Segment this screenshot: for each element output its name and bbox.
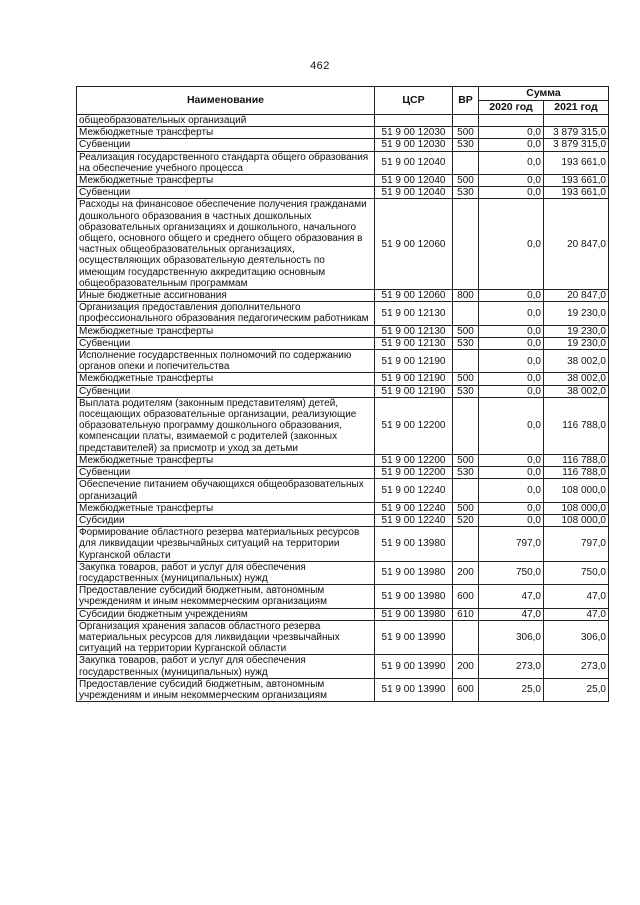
table-row <box>77 514 609 526</box>
cell-vr <box>453 115 479 127</box>
cell-csr: 51 9 00 13980 <box>375 527 453 562</box>
cell-2021: 273,0 <box>544 655 609 678</box>
header-csr: ЦСР <box>375 87 453 115</box>
cell-csr: 51 9 00 12030 <box>375 127 453 139</box>
cell-2020: 0,0 <box>479 502 544 514</box>
cell-name: Формирование областного резерва материальных ресурсов для ликвидации чрезвычайных ситуаций на территории Курганской области <box>77 527 375 562</box>
cell-2021: 116 788,0 <box>544 467 609 479</box>
table-row <box>77 561 609 584</box>
cell-2021: 47,0 <box>544 585 609 608</box>
cell-name: Межбюджетные трансферты <box>77 127 375 139</box>
cell-2021: 116 788,0 <box>544 454 609 466</box>
cell-name: Закупка товаров, работ и услуг для обеспечения государственных (муниципальных) нужд <box>77 561 375 584</box>
cell-2021: 108 000,0 <box>544 479 609 502</box>
cell-2020: 0,0 <box>479 290 544 302</box>
cell-vr: 500 <box>453 175 479 187</box>
page-number: 462 <box>310 60 330 72</box>
cell-2020: 0,0 <box>479 373 544 385</box>
cell-vr: 500 <box>453 325 479 337</box>
cell-2021: 19 230,0 <box>544 302 609 325</box>
cell-name: Субвенции <box>77 337 375 349</box>
cell-name: Субвенции <box>77 139 375 151</box>
cell-2021: 3 879 315,0 <box>544 139 609 151</box>
cell-2021: 3 879 315,0 <box>544 127 609 139</box>
cell-vr: 600 <box>453 585 479 608</box>
cell-2021: 20 847,0 <box>544 199 609 290</box>
cell-csr: 51 9 00 12130 <box>375 302 453 325</box>
cell-name: Субвенции <box>77 385 375 397</box>
cell-2021: 19 230,0 <box>544 325 609 337</box>
cell-vr: 500 <box>453 454 479 466</box>
table-row <box>77 479 609 502</box>
cell-csr: 51 9 00 12040 <box>375 151 453 174</box>
cell-2021: 193 661,0 <box>544 175 609 187</box>
cell-vr: 530 <box>453 139 479 151</box>
cell-2021: 193 661,0 <box>544 151 609 174</box>
cell-2021: 193 661,0 <box>544 187 609 199</box>
cell-name: Субсидии бюджетным учреждениям <box>77 608 375 620</box>
cell-vr <box>453 527 479 562</box>
table-row <box>77 199 609 290</box>
cell-name: Выплата родителям (законным представителям) детей, посещающих образовательные организации, реализующие образовательную программу дошкольного образования, компенсации платы, взимаемой с родителей (законных представителей) за присмотр и уход за детьми <box>77 397 375 454</box>
cell-2020: 797,0 <box>479 527 544 562</box>
cell-name: Межбюджетные трансферты <box>77 373 375 385</box>
cell-2020: 25,0 <box>479 678 544 701</box>
cell-csr: 51 9 00 13980 <box>375 608 453 620</box>
cell-2020: 0,0 <box>479 467 544 479</box>
cell-2020: 0,0 <box>479 127 544 139</box>
cell-csr: 51 9 00 12190 <box>375 373 453 385</box>
cell-2021: 38 002,0 <box>544 373 609 385</box>
cell-2020: 750,0 <box>479 561 544 584</box>
cell-2020: 0,0 <box>479 385 544 397</box>
table-row <box>77 325 609 337</box>
cell-2021: 750,0 <box>544 561 609 584</box>
cell-2021: 25,0 <box>544 678 609 701</box>
cell-2021: 797,0 <box>544 527 609 562</box>
cell-csr: 51 9 00 12200 <box>375 397 453 454</box>
cell-csr: 51 9 00 12190 <box>375 385 453 397</box>
cell-vr: 530 <box>453 187 479 199</box>
table-row <box>77 502 609 514</box>
table-row <box>77 397 609 454</box>
cell-csr: 51 9 00 12060 <box>375 290 453 302</box>
cell-vr <box>453 199 479 290</box>
cell-csr: 51 9 00 13990 <box>375 620 453 655</box>
cell-name: Межбюджетные трансферты <box>77 325 375 337</box>
cell-csr: 51 9 00 12200 <box>375 467 453 479</box>
cell-vr: 500 <box>453 373 479 385</box>
cell-vr: 530 <box>453 385 479 397</box>
cell-vr <box>453 151 479 174</box>
table-row <box>77 151 609 174</box>
cell-2021 <box>544 115 609 127</box>
table-row <box>77 608 609 620</box>
cell-2021: 19 230,0 <box>544 337 609 349</box>
cell-name: Межбюджетные трансферты <box>77 454 375 466</box>
cell-vr <box>453 397 479 454</box>
table-row <box>77 302 609 325</box>
cell-2020: 0,0 <box>479 514 544 526</box>
cell-2021: 38 002,0 <box>544 350 609 373</box>
table-row <box>77 175 609 187</box>
cell-2021: 108 000,0 <box>544 514 609 526</box>
table-row <box>77 620 609 655</box>
cell-2020: 0,0 <box>479 199 544 290</box>
cell-2020: 0,0 <box>479 325 544 337</box>
cell-2020: 0,0 <box>479 187 544 199</box>
cell-name: Организация хранения запасов областного резерва материальных ресурсов для ликвидации чрезвычайных ситуаций на территории Курганской области <box>77 620 375 655</box>
header-sum: Сумма <box>479 87 609 101</box>
cell-name: Межбюджетные трансферты <box>77 175 375 187</box>
cell-name: Предоставление субсидий бюджетным, автономным учреждениям и иным некоммерческим организациям <box>77 678 375 701</box>
cell-2020: 0,0 <box>479 302 544 325</box>
cell-csr <box>375 115 453 127</box>
cell-name: Межбюджетные трансферты <box>77 502 375 514</box>
table-row <box>77 187 609 199</box>
cell-2020: 0,0 <box>479 454 544 466</box>
cell-csr: 51 9 00 12240 <box>375 502 453 514</box>
cell-name: Реализация государственного стандарта общего образования на обеспечение учебного процесса <box>77 151 375 174</box>
header-year-2020: 2020 год <box>479 101 544 115</box>
cell-vr: 500 <box>453 127 479 139</box>
cell-2020: 0,0 <box>479 397 544 454</box>
cell-vr <box>453 302 479 325</box>
cell-2021: 306,0 <box>544 620 609 655</box>
budget-table <box>76 86 609 702</box>
cell-csr: 51 9 00 13980 <box>375 585 453 608</box>
table-row <box>77 115 609 127</box>
cell-name: Субсидии <box>77 514 375 526</box>
table-row <box>77 350 609 373</box>
cell-2021: 20 847,0 <box>544 290 609 302</box>
cell-name: Предоставление субсидий бюджетным, автономным учреждениям и иным некоммерческим организациям <box>77 585 375 608</box>
cell-2020: 0,0 <box>479 337 544 349</box>
cell-vr: 200 <box>453 655 479 678</box>
cell-2020: 0,0 <box>479 175 544 187</box>
cell-2020: 0,0 <box>479 479 544 502</box>
cell-vr <box>453 350 479 373</box>
cell-csr: 51 9 00 12130 <box>375 325 453 337</box>
cell-csr: 51 9 00 12200 <box>375 454 453 466</box>
cell-2020: 47,0 <box>479 608 544 620</box>
cell-vr <box>453 620 479 655</box>
cell-csr: 51 9 00 12040 <box>375 187 453 199</box>
table-row <box>77 290 609 302</box>
cell-vr: 530 <box>453 467 479 479</box>
cell-2020 <box>479 115 544 127</box>
cell-csr: 51 9 00 12240 <box>375 514 453 526</box>
cell-vr: 610 <box>453 608 479 620</box>
cell-2021: 116 788,0 <box>544 397 609 454</box>
header-name: Наименование <box>77 87 375 115</box>
cell-2020: 0,0 <box>479 139 544 151</box>
cell-name: общеобразовательных организаций <box>77 115 375 127</box>
table-row <box>77 678 609 701</box>
cell-2020: 0,0 <box>479 151 544 174</box>
table-row <box>77 585 609 608</box>
cell-csr: 51 9 00 13980 <box>375 561 453 584</box>
cell-name: Субвенции <box>77 187 375 199</box>
table-row <box>77 139 609 151</box>
cell-csr: 51 9 00 13990 <box>375 655 453 678</box>
cell-2021: 47,0 <box>544 608 609 620</box>
cell-vr: 530 <box>453 337 479 349</box>
table-row <box>77 385 609 397</box>
cell-2021: 38 002,0 <box>544 385 609 397</box>
cell-vr: 520 <box>453 514 479 526</box>
table-body <box>77 115 609 702</box>
cell-2020: 47,0 <box>479 585 544 608</box>
header-vr: ВР <box>453 87 479 115</box>
cell-csr: 51 9 00 12030 <box>375 139 453 151</box>
cell-2020: 306,0 <box>479 620 544 655</box>
cell-name: Иные бюджетные ассигнования <box>77 290 375 302</box>
cell-csr: 51 9 00 13990 <box>375 678 453 701</box>
table-row <box>77 454 609 466</box>
cell-csr: 51 9 00 12060 <box>375 199 453 290</box>
cell-name: Организация предоставления дополнительного профессионального образования педагогическим работникам <box>77 302 375 325</box>
cell-name: Закупка товаров, работ и услуг для обеспечения государственных (муниципальных) нужд <box>77 655 375 678</box>
cell-vr: 200 <box>453 561 479 584</box>
cell-2020: 273,0 <box>479 655 544 678</box>
header-year-2021: 2021 год <box>544 101 609 115</box>
cell-csr: 51 9 00 12130 <box>375 337 453 349</box>
cell-csr: 51 9 00 12040 <box>375 175 453 187</box>
cell-2020: 0,0 <box>479 350 544 373</box>
cell-vr <box>453 479 479 502</box>
cell-vr: 600 <box>453 678 479 701</box>
table-row <box>77 127 609 139</box>
table-row <box>77 655 609 678</box>
table-row <box>77 467 609 479</box>
cell-vr: 500 <box>453 502 479 514</box>
cell-vr: 800 <box>453 290 479 302</box>
cell-2021: 108 000,0 <box>544 502 609 514</box>
cell-csr: 51 9 00 12240 <box>375 479 453 502</box>
cell-name: Обеспечение питанием обучающихся общеобразовательных организаций <box>77 479 375 502</box>
cell-name: Исполнение государственных полномочий по содержанию органов опеки и попечительства <box>77 350 375 373</box>
table-row <box>77 527 609 562</box>
table-row <box>77 337 609 349</box>
cell-csr: 51 9 00 12190 <box>375 350 453 373</box>
cell-name: Расходы на финансовое обеспечение получения гражданами дошкольного образования в частных дошкольных образовательных организациях и дошкольного, начального общего, основного общего и среднего общего образования в частных общеобразовательных организациях, осуществляющих образовательную деятельность по имеющим государственную аккредитацию основным общеобразовательным программам <box>77 199 375 290</box>
cell-name: Субвенции <box>77 467 375 479</box>
table-row <box>77 373 609 385</box>
